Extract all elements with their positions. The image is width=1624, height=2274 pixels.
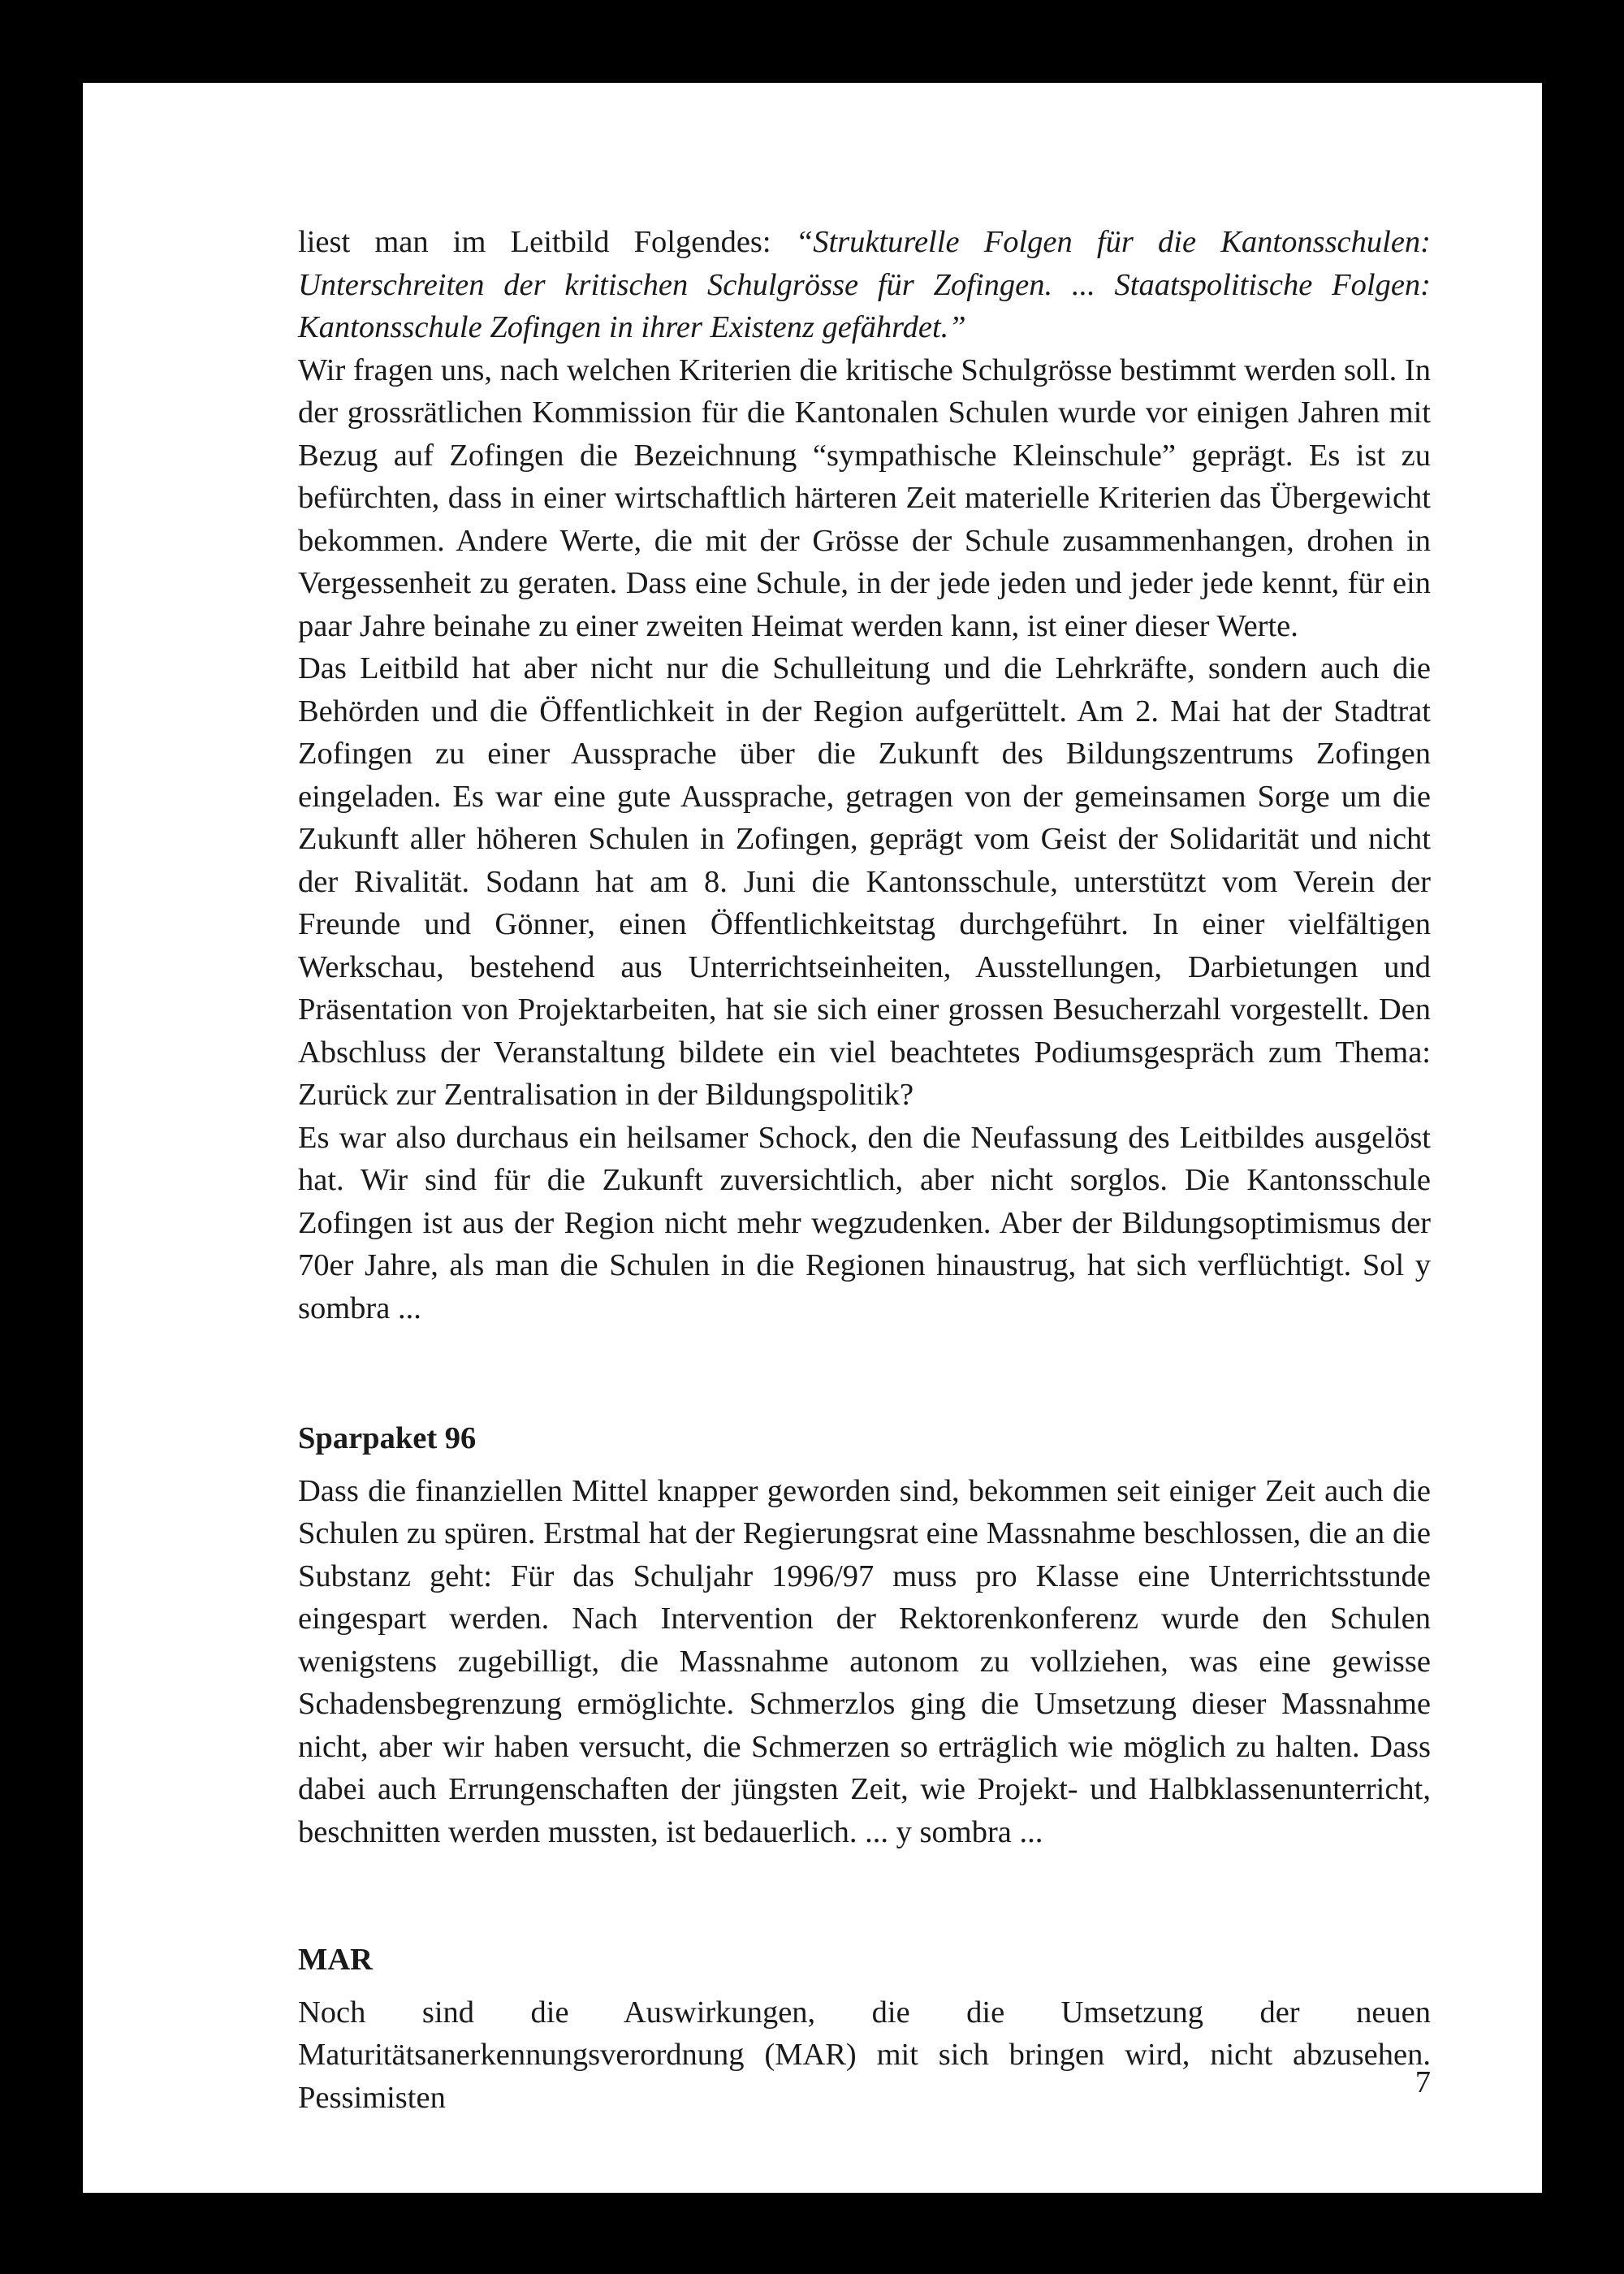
intro-text: liest man im Leitbild Folgendes: bbox=[298, 225, 796, 259]
document-page bbox=[83, 83, 1542, 2193]
paragraph: Das Leitbild hat aber nicht nur die Schulleitung und die Lehrkräfte, sondern auch die Behörden und die Öffentlichkeit in der Region aufgerüttelt. Am 2. Mai hat der Stadtrat Zofingen zu einer Aussprache über die Zukunft des Bildungszentrums Zofingen eingeladen. Es war eine gute Aussprache, getragen von der gemeinsamen Sorge um die Zukunft aller höheren Schulen in Zofingen, geprägt vom Geist der Solidarität und nicht der Rivalität. Sodann hat am 8. Juni die Kantonsschule, unterstützt vom Verein der Freunde und Gönner, einen Öffentlichkeitstag durchgeführt. In einer vielfältigen Werkschau, bestehend aus Unterrichtseinheiten, Ausstellungen, Darbietungen und Präsentation von Projektarbeiten, hat sie sich einer grossen Besucherzahl vorgestellt. Den Abschluss der Veranstaltung bildete ein viel beachtetes Podiumsgespräch zum Thema: Zurück zur Zentralisation in der Bildungspolitik? bbox=[298, 651, 1431, 1112]
paragraph: Es war also durchaus ein heilsamer Schock, den die Neufassung des Leitbildes ausgelöst hat. Wir sind für die Zukunft zuversichtlich, aber nicht sorglos. Die Kantonsschule Zofingen ist aus der Region nicht mehr wegzudenken. Aber der Bildungsoptimismus der 70er Jahre, als man die Schulen in die Regionen hinaustrug, hat sich verflüchtigt. Sol y sombra ... bbox=[298, 1120, 1431, 1325]
paragraph-mar: Noch sind die Auswirkungen, die die Umsetzung der neuen Maturitätsanerkennungsverordnung (MAR) mit sich bringen wird, nicht abzusehen. Pessimisten bbox=[298, 1995, 1431, 2115]
paragraph-intro bbox=[298, 221, 1431, 349]
spacer bbox=[298, 1853, 1431, 1939]
section-heading-sparpaket: Sparpaket 96 bbox=[298, 1421, 477, 1455]
page-number: 7 bbox=[1415, 2065, 1431, 2099]
leitbild-quote: “Strukturelle Folgen für die Kantonsschulen: Unterschreiten der kritischen Schulgrösse für Zofingen. ... Staatspolitische Folgen: Kantonsschule Zofingen in ihrer Existenz gefährdet.” bbox=[298, 225, 1431, 344]
spacer bbox=[298, 1329, 1431, 1417]
spacer bbox=[298, 1460, 1431, 1470]
spacer bbox=[298, 1982, 1431, 1991]
paragraph-sparpaket: Dass die finanziellen Mittel knapper geworden sind, bekommen seit einiger Zeit auch die Schulen zu spüren. Erstmal hat der Regierungsrat eine Massnahme beschlossen, die an die Substanz geht: Für das Schuljahr 1996/97 muss pro Klasse eine Unterrichtsstunde eingespart werden. Nach Intervention der Rektorenkonferenz wurde den Schulen wenigstens zugebilligt, die Massnahme autonom zu vollziehen, was eine gewisse Schadensbegrenzung ermöglichte. Schmerzlos ging die Umsetzung dieser Massnahme nicht, aber wir haben versucht, die Schmerzen so erträglich wie möglich zu halten. Dass dabei auch Errungenschaften der jüngsten Zeit, wie Projekt- und Halbklassenunterricht, beschnitten werden mussten, ist bedauerlich. ... y sombra ... bbox=[298, 1473, 1431, 1849]
body-text bbox=[298, 221, 1431, 2119]
paragraph: Wir fragen uns, nach welchen Kriterien die kritische Schulgrösse bestimmt werden soll. In der grossrätlichen Kommission für die Kantonalen Schulen wurde vor einigen Jahren mit Bezug auf Zofingen die Bezeichnung “sympathische Kleinschule” geprägt. Es ist zu befürchten, dass in einer wirtschaftlich härteren Zeit materielle Kriterien das Übergewicht bekommen. Andere Werte, die mit der Grösse der Schule zusammenhangen, drohen in Vergessenheit zu geraten. Dass eine Schule, in der jede jeden und jeder jede kennt, für ein paar Jahre beinahe zu einer zweiten Heimat werden kann, ist einer dieser Werte. bbox=[298, 352, 1431, 643]
section-heading-mar: MAR bbox=[298, 1943, 373, 1977]
